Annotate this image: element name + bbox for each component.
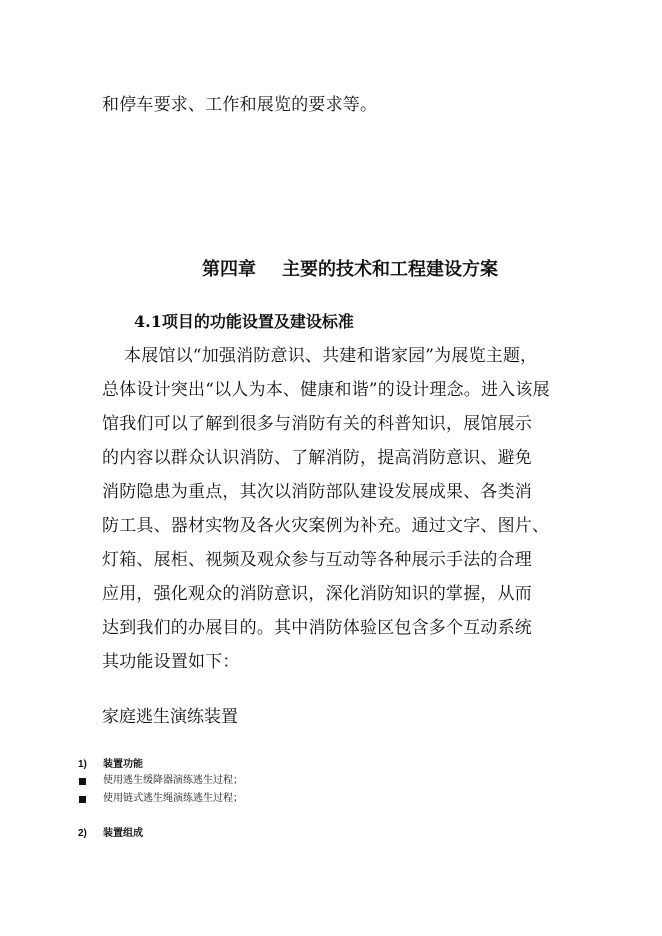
item-number: 1) xyxy=(78,759,87,770)
paragraph-line: 应用，强化观众的消防意识，深化消防知识的掌握，从而 xyxy=(102,584,532,604)
paragraph-line: 灯箱、展柜、视频及观众参与互动等各种展示手法的合理 xyxy=(102,550,532,570)
square-bullet-icon xyxy=(79,778,86,785)
paragraph-line: 馆我们可以了解到很多与消防有关的科普知识，展馆展示 xyxy=(102,414,532,434)
bullet-text: 使用逃生缓降器演练逃生过程； xyxy=(103,775,243,786)
square-bullet-icon xyxy=(79,796,86,803)
subsection-heading: 家庭逃生演练装置 xyxy=(102,707,238,727)
chapter-title-text: 主要的技术和工程建设方案 xyxy=(282,259,498,280)
paragraph-line: 消防隐患为重点，其次以消防部队建设发展成果、各类消 xyxy=(102,482,532,502)
paragraph-line: 本展馆以“加强消防意识、共建和谐家园”为展览主题， xyxy=(124,346,538,366)
paragraph-line: 防工具、器材实物及各火灾案例为补充。通过文字、图片、 xyxy=(102,516,550,536)
paragraph-line: 总体设计突出“以人为本、健康和谐”的设计理念。进入该展 xyxy=(102,380,550,400)
chapter-number: 第四章 xyxy=(202,259,256,280)
paragraph-line: 其功能设置如下： xyxy=(102,652,240,672)
item-heading: 装置功能 xyxy=(103,759,143,770)
chapter-title xyxy=(202,259,498,281)
item-heading: 装置组成 xyxy=(103,828,143,839)
paragraph-line: 的内容以群众认识消防、了解消防，提高消防意识、避免 xyxy=(102,448,532,468)
paragraph-line: 达到我们的办展目的。其中消防体验区包含多个互动系统 xyxy=(102,618,532,638)
continuation-text-line: 和停车要求、工作和展览的要求等。 xyxy=(102,95,378,115)
bullet-text: 使用链式逃生绳演练逃生过程； xyxy=(103,793,243,804)
section-title: 4.1项目的功能设置及建设标准 xyxy=(134,312,354,331)
item-number: 2) xyxy=(78,828,87,839)
